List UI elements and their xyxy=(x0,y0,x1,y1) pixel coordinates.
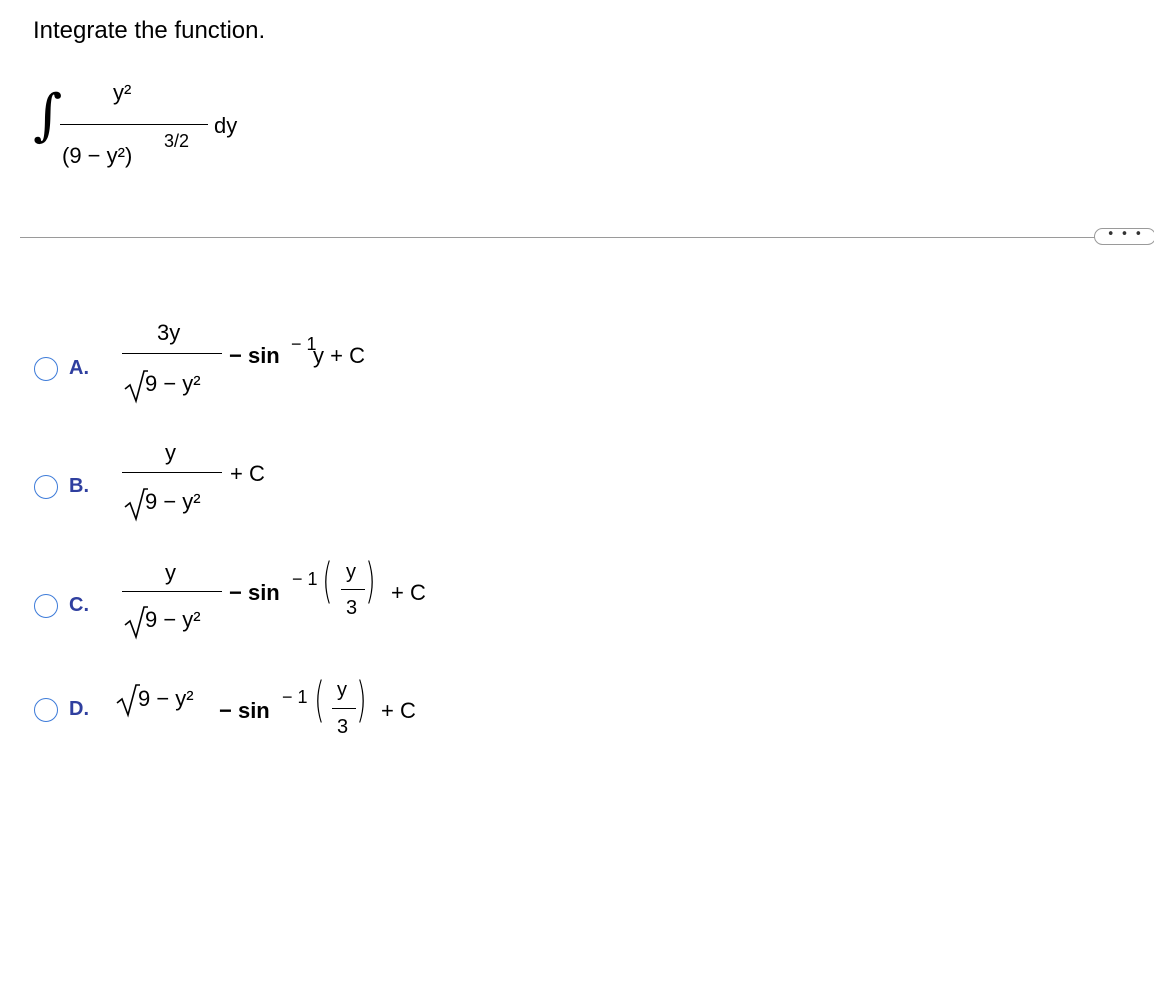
integral-differential: dy xyxy=(214,113,238,138)
option-a-tail: y + C xyxy=(313,343,365,368)
option-d-radio[interactable] xyxy=(34,698,58,722)
option-d-arg-fraction-bar xyxy=(332,708,356,709)
option-a-numerator: 3y xyxy=(157,320,181,345)
option-d-sqrt-icon xyxy=(116,682,140,723)
answer-option-d[interactable] xyxy=(0,660,500,770)
option-a-inverse-exponent: − 1 xyxy=(291,334,317,354)
option-d-right-paren: ) xyxy=(356,672,367,728)
option-b-numerator: y xyxy=(165,440,176,465)
integral-sign: ∫ xyxy=(33,83,63,148)
option-c-radicand: 9 − y² xyxy=(145,607,201,632)
option-b-tail: + C xyxy=(230,461,265,486)
option-d-arg-denominator: 3 xyxy=(337,716,349,738)
option-b-fraction-bar xyxy=(122,472,222,473)
option-d-letter: D. xyxy=(69,698,89,720)
option-a-radio[interactable] xyxy=(34,357,58,381)
more-options-button[interactable]: • • • xyxy=(1094,228,1154,245)
integrand-denominator-exponent: 3/2 xyxy=(164,131,190,151)
integrand-fraction-bar xyxy=(60,124,208,125)
answer-option-b[interactable] xyxy=(0,420,500,530)
option-d-radicand: 9 − y² xyxy=(138,686,194,711)
option-c-inverse-exponent: − 1 xyxy=(292,569,318,589)
option-d-tail: + C xyxy=(381,698,416,723)
question-prompt: Integrate the function. xyxy=(33,17,266,44)
integrand-denominator-base: (9 − y²) xyxy=(62,143,133,168)
option-c-numerator: y xyxy=(165,560,176,585)
option-a-radicand: 9 − y² xyxy=(145,371,201,396)
option-b-radio[interactable] xyxy=(34,475,58,499)
section-divider xyxy=(20,237,1114,238)
option-a-fraction-bar xyxy=(122,353,222,354)
option-c-arg-numerator: y xyxy=(346,561,356,583)
option-a-letter: A. xyxy=(69,357,89,379)
option-d-arg-numerator: y xyxy=(337,679,347,701)
option-c-tail: + C xyxy=(391,580,426,605)
integral-expression xyxy=(0,0,300,200)
option-c-radio[interactable] xyxy=(34,594,58,618)
answer-option-c[interactable] xyxy=(0,540,500,650)
answer-option-a[interactable] xyxy=(0,300,500,410)
option-b-letter: B. xyxy=(69,475,89,497)
option-d-inverse-exponent: − 1 xyxy=(282,687,308,707)
option-d-sin: − sin xyxy=(219,698,270,723)
option-c-arg-fraction-bar xyxy=(341,589,365,590)
option-a-sin: − sin xyxy=(229,343,280,368)
option-c-right-paren: ) xyxy=(365,553,376,609)
option-c-sin: − sin xyxy=(229,580,280,605)
integrand-numerator: y² xyxy=(113,80,132,105)
option-c-fraction-bar xyxy=(122,591,222,592)
option-c-left-paren: ( xyxy=(322,553,333,609)
option-b-radicand: 9 − y² xyxy=(145,489,201,514)
option-d-left-paren: ( xyxy=(314,672,325,728)
option-c-arg-denominator: 3 xyxy=(346,597,358,619)
option-c-letter: C. xyxy=(69,594,89,616)
